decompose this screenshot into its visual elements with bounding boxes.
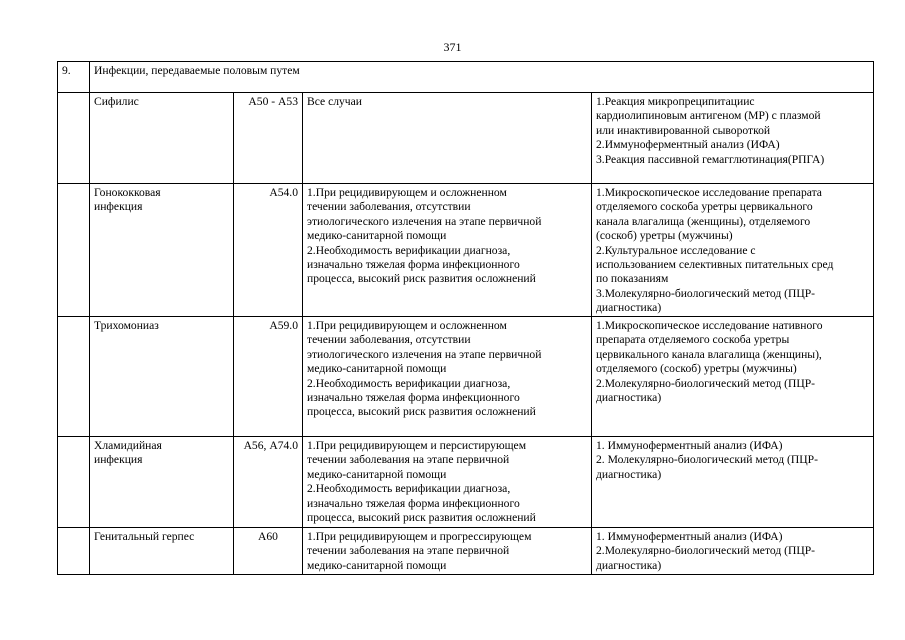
text-line: 1.Реакция микропреципитациис — [596, 95, 755, 108]
indications-cell — [303, 437, 592, 528]
indications-cell — [303, 93, 592, 184]
text-line: Генитальный герпес — [94, 530, 195, 543]
text-line: 2.Культуральное исследование с — [596, 243, 756, 257]
table-row — [58, 93, 874, 184]
page-number: 371 — [443, 40, 462, 54]
table-row — [58, 317, 874, 437]
icd-code-cell: А56, А74.0 — [234, 437, 303, 528]
number-cell — [58, 317, 90, 437]
text-line: этиологического излечения на этапе первичной — [307, 214, 542, 228]
icd-code-cell: А54.0 — [234, 184, 303, 317]
text-line: процесса, высокий риск развития осложнений — [307, 405, 536, 419]
text-line: 1. Иммуноферментный анализ (ИФА) — [596, 439, 783, 452]
text-line: или инактивированной сывороткой — [596, 123, 771, 137]
text-line: 1.Микроскопическое исследование препарата — [596, 186, 822, 199]
text-line: 2.Необходимость верификации диагноза, — [307, 376, 511, 390]
text-line: 1.При рецидивирующем и прогрессирующем — [307, 530, 532, 543]
number-cell — [58, 184, 90, 317]
text-line: 2.Иммуноферментный анализ (ИФА) — [596, 138, 780, 152]
text-line: инфекция — [94, 200, 143, 214]
text-line: изначально тяжелая форма инфекционного — [307, 496, 520, 510]
methods-cell — [592, 437, 874, 528]
diagnostics-table — [57, 61, 874, 575]
text-line: отделяемого соскоба уретры цервикального — [596, 200, 813, 214]
text-line: цервикального канала влагалища (женщины), — [596, 347, 822, 361]
disease-name-cell — [90, 528, 234, 575]
text-line: 1.Микроскопическое исследование нативного — [596, 319, 823, 332]
section-number: 9. — [58, 62, 90, 93]
text-line: течении заболевания, отсутствии — [307, 200, 471, 214]
text-line: 1.При рецидивирующем и осложненном — [307, 319, 507, 332]
text-line: 1.При рецидивирующем и персистирующем — [307, 439, 527, 452]
text-line: Сифилис — [94, 95, 139, 108]
text-line: (соскоб) уретры (мужчины) — [596, 229, 733, 243]
text-line: Хламидийная — [94, 439, 162, 452]
number-cell — [58, 437, 90, 528]
text-line: 3.Реакция пассивной гемагглютинация(РПГА) — [596, 152, 825, 166]
table-row — [58, 184, 874, 317]
section-header-row — [58, 62, 874, 93]
text-line: диагностика) — [596, 467, 662, 481]
text-line: течении заболевания на этапе первичной — [307, 544, 510, 558]
text-line: 2.Необходимость верификации диагноза, — [307, 243, 511, 257]
disease-name-cell — [90, 184, 234, 317]
text-line: 1.При рецидивирующем и осложненном — [307, 186, 507, 199]
text-line: изначально тяжелая форма инфекционного — [307, 391, 520, 405]
text-line: процесса, высокий риск развития осложнений — [307, 511, 536, 525]
text-line: процесса, высокий риск развития осложнений — [307, 272, 536, 286]
text-line: медико-санитарной помощи — [307, 558, 447, 572]
number-cell — [58, 93, 90, 184]
text-line: препарата отделяемого соскоба уретры — [596, 333, 790, 347]
text-line: течении заболевания, отсутствии — [307, 333, 471, 347]
indications-cell — [303, 317, 592, 437]
text-line: изначально тяжелая форма инфекционного — [307, 258, 520, 272]
text-line: 2. Молекулярно-биологический метод (ПЦР- — [596, 453, 818, 467]
methods-cell — [592, 184, 874, 317]
text-line: медико-санитарной помощи — [307, 362, 447, 376]
disease-name-cell — [90, 93, 234, 184]
icd-code-cell: А59.0 — [234, 317, 303, 437]
text-line: 2.Необходимость верификации диагноза, — [307, 482, 511, 496]
text-line: 1. Иммуноферментный анализ (ИФА) — [596, 530, 783, 543]
text-line: отделяемого (соскоб) уретры (мужчины) — [596, 362, 797, 376]
methods-cell — [592, 528, 874, 575]
methods-cell — [592, 317, 874, 437]
text-line: инфекция — [94, 453, 143, 467]
text-line: медико-санитарной помощи — [307, 467, 447, 481]
text-line: по показаниям — [596, 272, 669, 286]
icd-code-cell: А50 - А53 — [234, 93, 303, 184]
text-line: Трихомониаз — [94, 319, 159, 332]
section-title: Инфекции, передаваемые половым путем — [90, 62, 874, 93]
text-line: 2.Молекулярно-биологический метод (ПЦР- — [596, 376, 816, 390]
text-line: диагностика) — [596, 391, 662, 405]
text-line: использованием селективных питательных сред — [596, 258, 834, 272]
indications-cell — [303, 528, 592, 575]
text-line: этиологического излечения на этапе первичной — [307, 347, 542, 361]
text-line: 2.Молекулярно-биологический метод (ПЦР- — [596, 544, 816, 558]
text-line: канала влагалища (женщины), отделяемого — [596, 214, 811, 228]
number-cell — [58, 528, 90, 575]
indications-cell — [303, 184, 592, 317]
text-line: Гонококковая — [94, 186, 161, 199]
text-line: 3.Молекулярно-биологический метод (ПЦР- — [596, 286, 816, 300]
text-line: медико-санитарной помощи — [307, 229, 447, 243]
table-row — [58, 528, 874, 575]
disease-name-cell — [90, 317, 234, 437]
disease-name-cell — [90, 437, 234, 528]
text-line: кардиолипиновым антигеном (МР) с плазмой — [596, 109, 821, 123]
text-line: течении заболевания на этапе первичной — [307, 453, 510, 467]
text-line: диагностика) — [596, 558, 662, 572]
text-line: диагностика) — [596, 301, 662, 315]
table-row — [58, 437, 874, 528]
icd-code-cell: А60 — [234, 528, 303, 575]
text-line: Все случаи — [307, 95, 362, 108]
methods-cell — [592, 93, 874, 184]
